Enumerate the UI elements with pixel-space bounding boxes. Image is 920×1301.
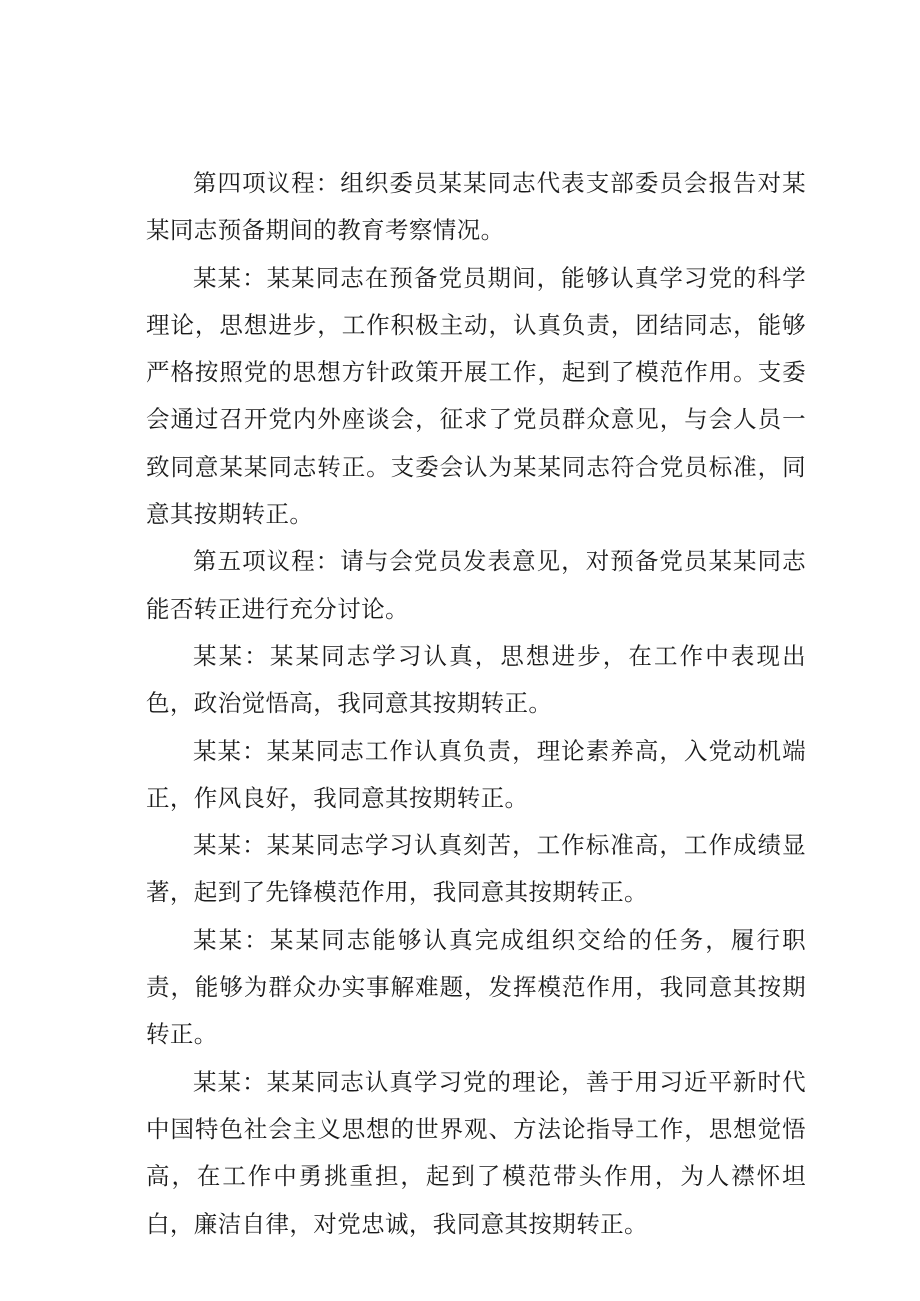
paragraph-committee-report: 某某：某某同志在预备党员期间，能够认真学习党的科学理论，思想进步，工作积极主动，认真负责，团结同志，能够严格按照党的思想方针政策开展工作，起到了模范作用。支委会通过召开党内外座谈会，征求了党员群众意见，与会人员一致同意某某同志转正。支委会认为某某同志符合党员标准，同意其按期转正。	[146, 263, 806, 529]
paragraph-agenda-5: 第五项议程：请与会党员发表意见，对预备党员某某同志能否转正进行充分讨论。	[146, 547, 806, 623]
paragraph-opinion-5: 某某：某某同志认真学习党的理论，善于用习近平新时代中国特色社会主义思想的世界观、方法论指导工作，思想觉悟高，在工作中勇挑重担，起到了模范带头作用，为人襟怀坦白，廉洁自律，对党忠诚，我同意其按期转正。	[146, 1067, 806, 1238]
paragraph-opinion-2: 某某：某某同志工作认真负责，理论素养高，入党动机端正，作风良好，我同意其按期转正。	[146, 736, 806, 812]
document-body	[146, 160, 806, 1248]
paragraph-agenda-4: 第四项议程：组织委员某某同志代表支部委员会报告对某某同志预备期间的教育考察情况。	[146, 169, 806, 245]
paragraph-opinion-3: 某某：某某同志学习认真刻苦，工作标准高，工作成绩显著，起到了先锋模范作用，我同意其按期转正。	[146, 831, 806, 907]
paragraph-opinion-4: 某某：某某同志能够认真完成组织交给的任务，履行职责，能够为群众办实事解难题，发挥模范作用，我同意其按期转正。	[146, 925, 806, 1049]
paragraph-opinion-1: 某某：某某同志学习认真，思想进步，在工作中表现出色，政治觉悟高，我同意其按期转正。	[146, 641, 806, 718]
